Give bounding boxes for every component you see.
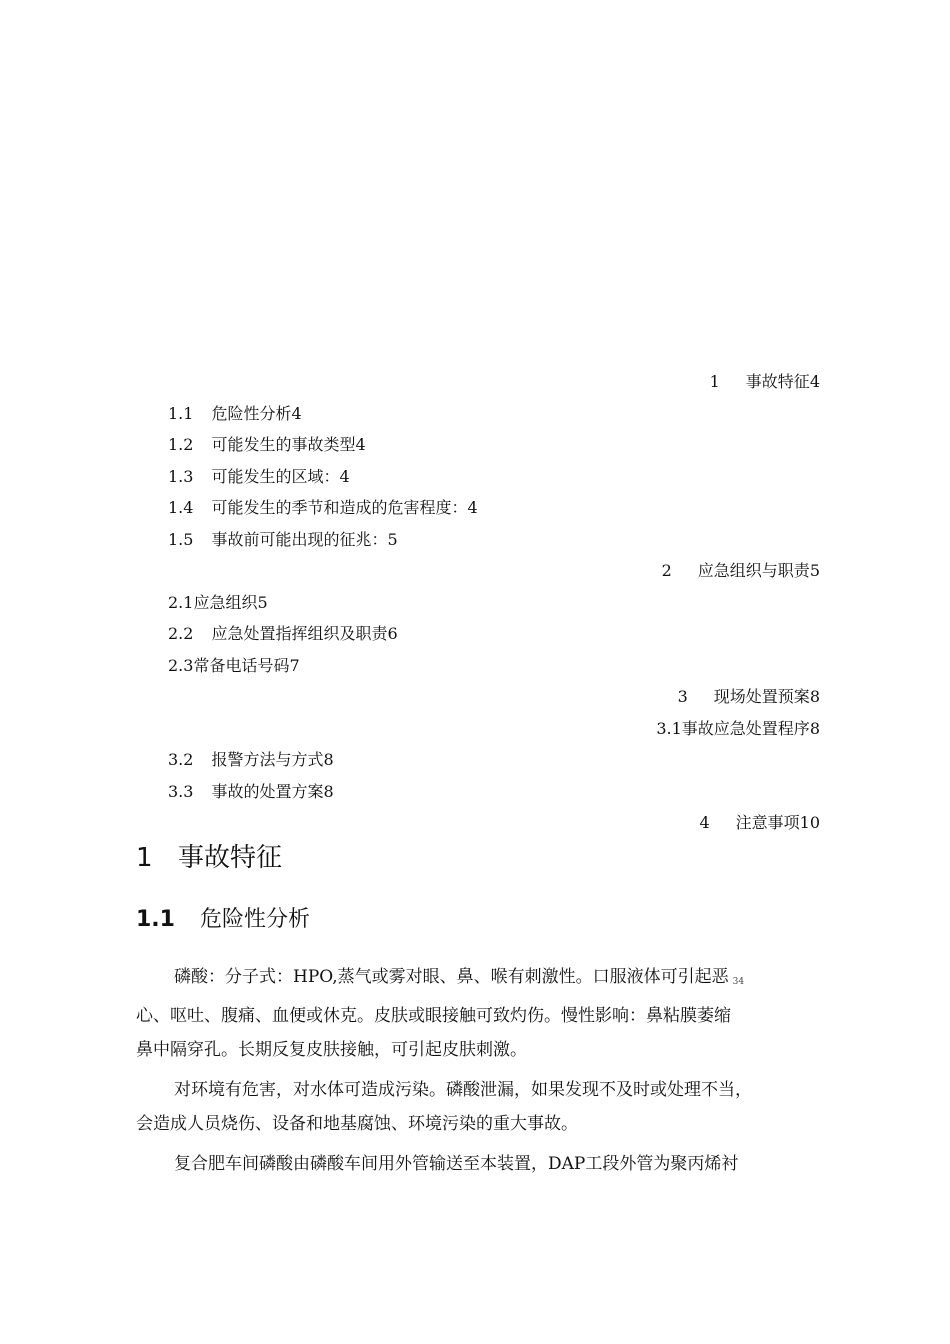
- chapter-number: 1: [136, 843, 153, 873]
- toc-entry-number: 4: [699, 813, 710, 832]
- toc-entry-page: 8: [323, 750, 334, 769]
- paragraph: [136, 1147, 820, 1181]
- paragraph-line: 磷酸：分子式：HPO,蒸气或雾对眼、鼻、喉有刺激性。口服液体可引起恶 $_{34}$: [174, 967, 745, 987]
- toc-entry-title: 事故应急处置程序: [681, 718, 810, 738]
- toc-entry[interactable]: [168, 618, 820, 650]
- toc-entry-title: 事故的处置方案: [211, 781, 324, 801]
- toc-entry[interactable]: [168, 366, 820, 398]
- toc-entry-page: 4: [809, 372, 820, 391]
- toc-entry-page: 5: [387, 529, 398, 549]
- toc-entry[interactable]: [168, 744, 820, 776]
- toc-entry-page: 8: [809, 718, 820, 738]
- toc-entry-number: 1.3: [168, 466, 194, 486]
- toc-entry-page: 5: [257, 592, 268, 612]
- toc-entry[interactable]: [168, 807, 820, 839]
- toc-entry-page: 4: [467, 498, 478, 517]
- toc-entry[interactable]: [168, 524, 820, 556]
- toc-entry[interactable]: [168, 650, 820, 682]
- toc-entry-number: 2.1: [168, 592, 194, 612]
- chapter-title: 事故特征: [178, 843, 283, 873]
- toc-entry[interactable]: [168, 429, 820, 461]
- body-text: [136, 960, 820, 1181]
- toc-entry-number: 3.2: [168, 750, 194, 769]
- toc-entry[interactable]: [168, 461, 820, 493]
- toc-entry-number: 3.3: [168, 781, 194, 801]
- toc-entry-number: 1.5: [168, 529, 194, 549]
- toc-entry-title: 常备电话号码: [193, 655, 290, 675]
- toc-entry[interactable]: [168, 492, 820, 524]
- toc-entry-number: 2.3: [168, 655, 194, 675]
- toc-entry[interactable]: [168, 398, 820, 430]
- toc-entry-number: 1.4: [168, 498, 194, 517]
- toc-entry-title: 现场处置预案: [713, 687, 810, 706]
- subscript-note: 34: [732, 977, 745, 987]
- toc-entry-number: 1.2: [168, 435, 194, 454]
- paragraph: [136, 1073, 820, 1141]
- toc-entry-page: 10: [799, 813, 820, 832]
- toc-entry-page: 8: [323, 781, 334, 801]
- toc-entry-page: 6: [387, 624, 398, 643]
- toc-entry-title: 事故特征: [745, 372, 810, 391]
- paragraph-line: 对环境有危害，对水体可造成污染。磷酸泄漏，如果发现不及时或处理不当，: [174, 1080, 752, 1100]
- section-heading: [136, 902, 310, 938]
- toc-entry-title: 注意事项: [735, 813, 800, 832]
- toc-entry-number: 3.1: [656, 718, 682, 738]
- toc-entry[interactable]: [168, 681, 820, 713]
- toc-entry-title: 危险性分析: [211, 403, 292, 423]
- toc-entry-page: 8: [809, 687, 820, 706]
- toc-entry-page: 4: [291, 403, 302, 423]
- toc-entry-number: 1: [709, 372, 720, 391]
- paragraph-line: 心、呕吐、腹痛、血便或休克。皮肤或眼接触可致灼伤。慢性影响：鼻粘膜萎缩: [136, 1006, 731, 1026]
- toc-entry[interactable]: [168, 555, 820, 587]
- section-number: 1.1: [136, 907, 175, 932]
- chapter-heading: [136, 838, 282, 878]
- toc-entry-title: 可能发生的事故类型: [211, 435, 356, 454]
- toc-entry-page: 7: [289, 655, 300, 675]
- paragraph: [136, 960, 820, 1067]
- toc-entry-title: 应急处置指挥组织及职责: [211, 624, 388, 643]
- toc-entry-title: 应急组织: [193, 592, 258, 612]
- toc-entry-number: 1.1: [168, 403, 194, 423]
- table-of-contents: [168, 366, 820, 839]
- toc-entry-title: 事故前可能出现的征兆：: [211, 529, 388, 549]
- toc-entry[interactable]: [168, 587, 820, 619]
- toc-entry-number: 2.2: [168, 624, 194, 643]
- toc-entry-title: 可能发生的季节和造成的危害程度：: [211, 498, 468, 517]
- paragraph-line: 复合肥车间磷酸由磷酸车间用外管输送至本装置，DAP工段外管为聚丙烯衬: [174, 1154, 739, 1174]
- toc-entry-page: 5: [809, 561, 820, 580]
- toc-entry-page: 4: [339, 466, 350, 486]
- toc-entry-number: 2: [661, 561, 672, 580]
- toc-entry-title: 可能发生的区域：: [211, 466, 340, 486]
- toc-entry-number: 3: [677, 687, 688, 706]
- paragraph-line: 鼻中隔穿孔。长期反复皮肤接触，可引起皮肤刺激。: [136, 1040, 527, 1060]
- section-title: 危险性分析: [200, 907, 311, 932]
- toc-entry[interactable]: [168, 776, 820, 808]
- toc-entry-title: 应急组织与职责: [697, 561, 810, 580]
- toc-entry[interactable]: [168, 713, 820, 745]
- toc-entry-page: 4: [355, 435, 366, 454]
- paragraph-line: 会造成人员烧伤、设备和地基腐蚀、环境污染的重大事故。: [136, 1114, 578, 1134]
- toc-entry-title: 报警方法与方式: [211, 750, 324, 769]
